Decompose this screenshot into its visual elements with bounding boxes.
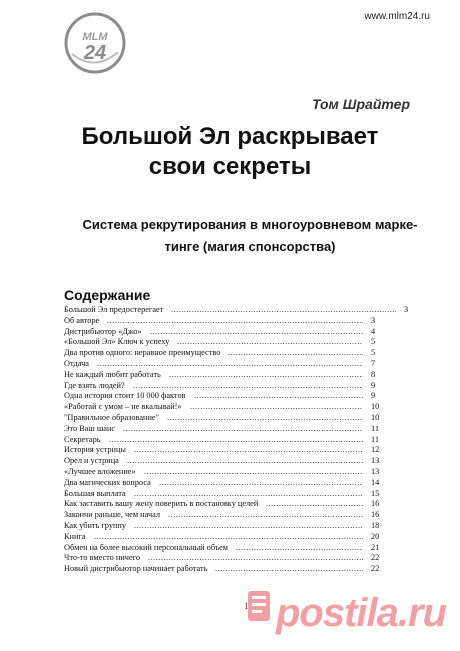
toc-heading: Содержание <box>64 287 151 303</box>
toc-entry-page: 8 <box>371 369 376 379</box>
toc-entry-title: Дистрибьютор «Джо» <box>64 326 142 336</box>
toc-entry-leader <box>107 316 363 327</box>
toc-entry-title: Книга <box>64 531 86 541</box>
toc-entry-title: Секретарь <box>64 434 101 444</box>
toc-entry-page: 9 <box>371 391 376 401</box>
author-name: Том Шрайтер <box>311 96 410 112</box>
toc-entry-leader <box>194 391 363 402</box>
toc-entry-title: Как заставить вашу жену поверить в постановку целей <box>64 499 259 509</box>
toc-entry[interactable] <box>64 510 404 521</box>
toc-entry-title: «Работай с умом – не вкалывай!» <box>64 402 182 412</box>
toc-entry-page: 12 <box>371 445 380 455</box>
book-subtitle-line-1: Система рекрутирования в многоуровневом марке- <box>82 217 418 232</box>
toc-entry-title: Одна история стоит 10 000 фактов <box>64 391 186 401</box>
toc-entry-title: Новый дистрибьютор начинает работать <box>64 564 208 574</box>
toc-entry[interactable] <box>64 316 404 327</box>
toc-entry-page: 10 <box>371 402 380 412</box>
book-title-line-1: Большой Эл раскрывает <box>81 123 379 150</box>
toc-entry-page: 18 <box>371 520 380 530</box>
toc-entry-page: 3 <box>371 315 376 325</box>
watermark-text: postila.ru <box>276 591 447 635</box>
toc-entry-leader <box>134 489 363 500</box>
toc-entry[interactable] <box>64 467 404 478</box>
toc-entry[interactable] <box>64 348 404 359</box>
toc-entry[interactable] <box>64 521 404 532</box>
toc-entry[interactable] <box>64 489 404 500</box>
toc-entry[interactable] <box>64 359 404 370</box>
logo-text-24: 24 <box>83 42 107 64</box>
toc-entry-page: 9 <box>371 380 376 390</box>
toc-entry-title: Два против одного: неравное преимущество <box>64 348 221 358</box>
toc-entry-page: 13 <box>371 466 380 476</box>
toc-entry-page: 15 <box>371 488 380 498</box>
toc-entry-title: Что-то вместо ничего <box>64 553 140 563</box>
toc-entry-page: 5 <box>371 337 376 347</box>
toc-entry[interactable] <box>64 370 404 381</box>
toc-entry-leader <box>148 553 363 564</box>
toc-entry-title: Обмен на более высокий персональный объем <box>64 542 229 552</box>
toc-entry[interactable] <box>64 435 404 446</box>
toc-entry[interactable] <box>64 564 404 575</box>
toc-entry-page: 11 <box>371 423 379 433</box>
toc-entry-title: Большая выплата <box>64 488 126 498</box>
toc-entry-title: Два магических вопроса <box>64 477 151 487</box>
book-title <box>0 122 460 182</box>
toc-entry[interactable] <box>64 327 404 338</box>
toc-entry-page: 4 <box>371 326 376 336</box>
toc-entry-leader <box>266 499 363 510</box>
toc-entry[interactable] <box>64 337 404 348</box>
toc-entry-title: "Правильное образование" <box>64 412 159 422</box>
toc-entry-leader <box>150 327 363 338</box>
toc-entry-page: 22 <box>371 553 380 563</box>
toc-entry-leader <box>168 510 363 521</box>
logo-text-mlm: MLM <box>82 31 108 43</box>
toc-entry-title: «Большой Эл» Ключ к успеху <box>64 337 170 347</box>
toc-entry-page: 7 <box>371 358 376 368</box>
toc-entry-title: Не каждый любит работать <box>64 369 161 379</box>
toc-entry[interactable] <box>64 478 404 489</box>
toc-entry[interactable] <box>64 499 404 510</box>
toc-entry[interactable] <box>64 445 404 456</box>
toc-entry-leader <box>127 456 363 467</box>
toc-entry-page: 13 <box>371 456 380 466</box>
book-subtitle <box>50 214 450 258</box>
toc-entry[interactable] <box>64 543 404 554</box>
toc-entry-title: Об авторе <box>64 315 100 325</box>
toc-entry-page: 10 <box>371 412 380 422</box>
toc-entry-title: Большой Эл предостерегает <box>64 305 164 314</box>
toc-entry-title: «Лучшее вложение» <box>64 466 136 476</box>
toc-entry-page: 5 <box>371 348 376 358</box>
toc-entry-leader <box>177 337 363 348</box>
book-subtitle-line-2: тинге (магия спонсорства) <box>164 239 336 254</box>
toc-entry-leader <box>169 370 363 381</box>
toc-entry-title: Где взять людей? <box>64 380 125 390</box>
toc-entry-leader <box>123 424 363 435</box>
toc-entry-leader <box>215 564 363 575</box>
toc-entry-leader <box>94 532 363 543</box>
toc-entry-page: 14 <box>371 477 380 487</box>
toc-entry[interactable] <box>64 532 404 543</box>
toc-entry-leader <box>228 348 363 359</box>
toc-entry-leader <box>167 413 363 424</box>
page-number: 1 <box>244 601 249 611</box>
toc-entry[interactable] <box>64 381 404 392</box>
toc-entry-title: Закончи раньше, чем начал <box>64 510 161 520</box>
toc-entry-page: 3 <box>404 305 409 314</box>
toc-entry-title: История устрицы <box>64 445 126 455</box>
toc-entry-page: 21 <box>371 542 380 552</box>
toc-entry-leader <box>134 445 363 456</box>
book-title-line-2: свои секреты <box>148 153 312 180</box>
mlm24-logo-icon <box>64 12 126 74</box>
toc-entry-leader <box>190 402 363 413</box>
toc-entry-page: 16 <box>371 510 380 520</box>
toc-entry-title: Это Ваш шанс <box>64 423 116 433</box>
toc-entry-page: 20 <box>371 531 380 541</box>
toc-entry-title: Отдача <box>64 358 89 368</box>
toc-entry-title: Как убить группу <box>64 520 127 530</box>
site-url[interactable]: www.mlm24.ru <box>364 11 430 22</box>
toc-entry-leader <box>134 521 363 532</box>
toc-entry-leader <box>109 435 363 446</box>
toc-entry-leader <box>133 381 363 392</box>
toc-entry[interactable] <box>64 413 404 424</box>
toc-entry-title: Орел и устрица <box>64 456 119 466</box>
toc-entry[interactable] <box>64 456 404 467</box>
toc-entry-leader <box>159 478 363 489</box>
toc-entry-leader <box>171 305 396 316</box>
toc-entry-page: 22 <box>371 564 380 574</box>
toc-entry[interactable] <box>64 402 404 413</box>
toc-entry[interactable] <box>64 424 404 435</box>
toc-entry[interactable] <box>64 391 404 402</box>
toc-entry-page: 16 <box>371 499 380 509</box>
toc-entry-leader <box>144 467 363 478</box>
toc-entry[interactable] <box>64 553 404 564</box>
toc-entry-leader <box>236 543 363 554</box>
toc-entry-page: 11 <box>371 434 379 444</box>
toc-entry-leader <box>97 359 363 370</box>
table-of-contents <box>64 305 409 575</box>
toc-entry[interactable] <box>64 305 409 316</box>
